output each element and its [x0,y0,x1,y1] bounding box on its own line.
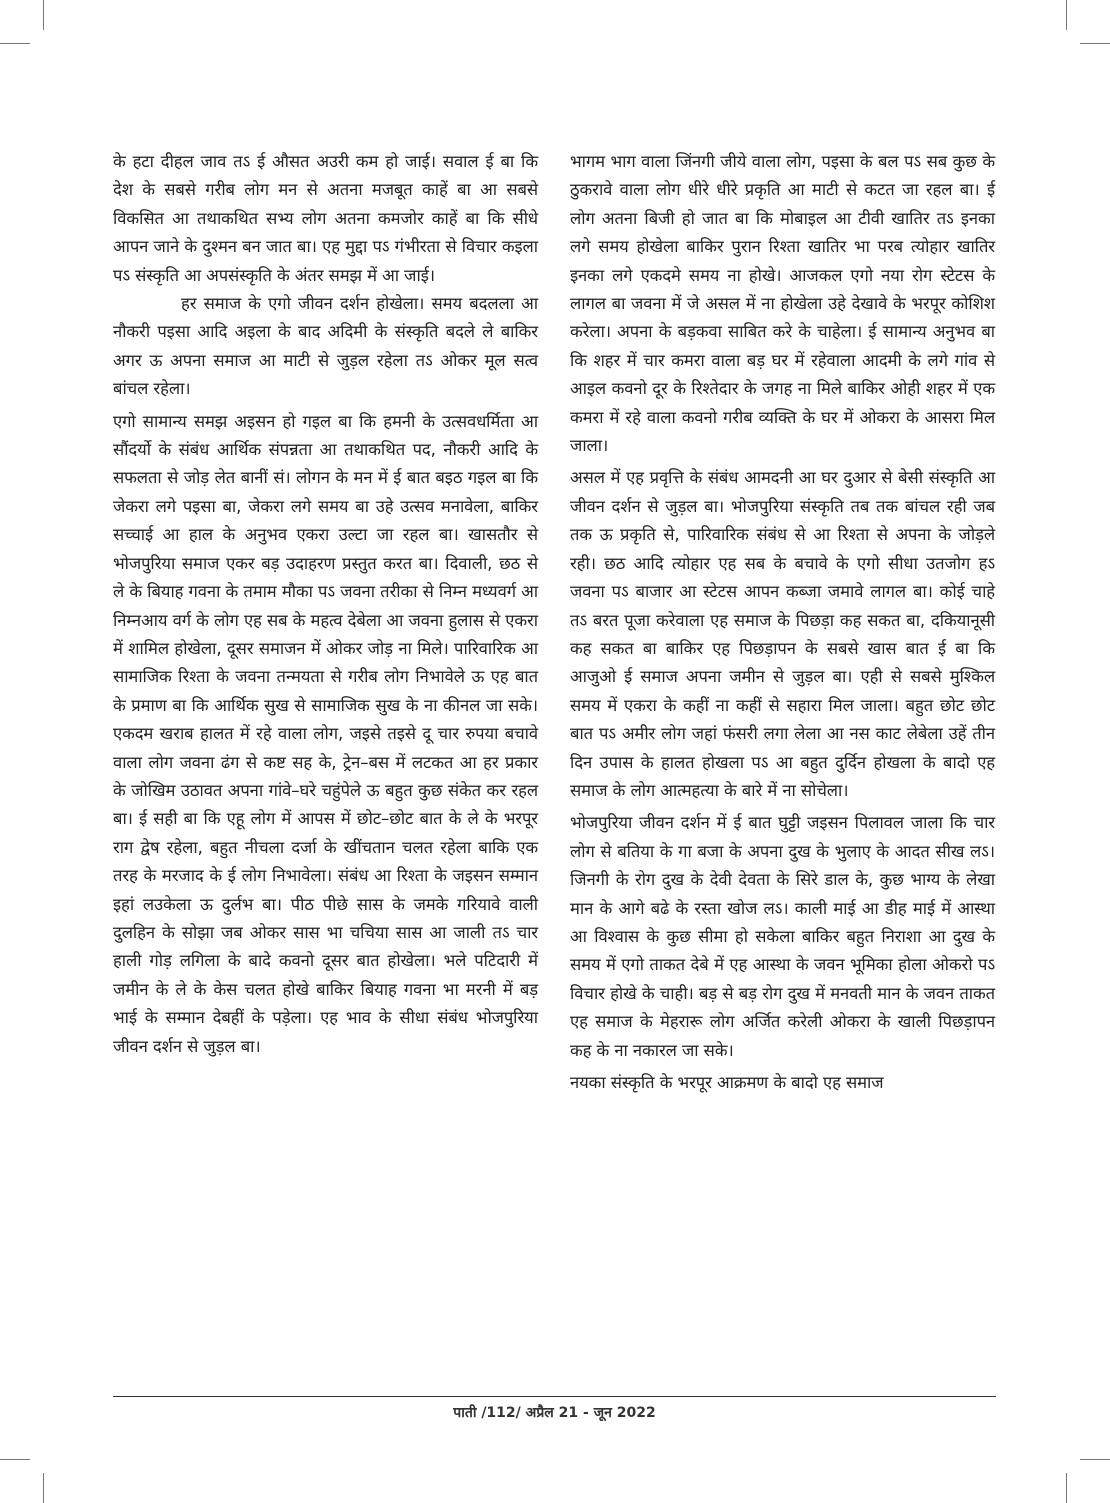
crop-mark-top-left-v [43,0,44,30]
crop-mark-bottom-left-v [43,1473,44,1503]
right-paragraph-1: भागम भाग वाला जिंनगी जीये वाला लोग, पइसा के बल पऽ सब कुछ के ठुकरावे वाला लोग धीरे धीरे प्रकृति आ माटी से कटत जा रहल बा। ई लोग अतना बिजी हो जात बा कि मोबाइल आ टीवी खातिर तऽ इनका लगे समय होखेला बाकिर पुरान रिश्ता खातिर भा परब त्योहार खातिर इनका लगे एकदमे समय ना होखे। आजकल एगो नया रोग स्टेटस के लागल बा जवना में जे असल में ना होखेला उहे देखावे के भरपूर कोशिश करेला। अपना के बड़कवा साबित करे के चाहेला। ई सामान्य अनुभव बा कि शहर में चार कमरा वाला बड़ घर में रहेवाला आदमी के लगे गांव से आइल कवनो दूर के रिश्तेदार के जगह ना मिले बाकिर ओही शहर में एक कमरा में रहे वाला कवनो गरीब व्यक्ति के घर में ओकरा के आसरा मिल जाला। [570,152,995,456]
right-paragraph-2: असल में एह प्रवृत्ति के संबंध आमदनी आ घर दुआर से बेसी संस्कृति आ जीवन दर्शन से जुड़ल बा। भोजपुरिया संस्कृति तब तक बांचल रही जब तक ऊ प्रकृति से, पारिवारिक संबंध से आ रिश्ता से अपना के जोड़ले रही। छठ आदि त्योहार एह सब के बचावे के एगो सीधा उतजोग हऽ जवना पऽ बाजार आ स्टेटस आपन कब्जा जमावे लागल बा। कोई चाहे तऽ बरत पूजा करेवाला एह समाज के पिछड़ा कह सकत बा, दकियानूसी कह सकत बा बाकिर एह पिछड़ापन के सबसे खास बात ई बा कि आजुओ ई समाज अपना जमीन से जुड़ल बा। एही से सबसे मुश्किल समय में एकरा के कहीं ना कहीं से सहारा मिल जाला। बहुत छोट छोट बात पऽ अमीर लोग जहां फंसरी लगा लेला आ नस काट लेबेला उहें तीन दिन उपास के हालत होखला पऽ आ बहुत दुर्दिन होखला के बादो एह समाज के लोग आत्महत्या के बारे में ना सोचेला। [570,468,995,800]
page-footer: पाती /112/ अप्रैल 21 - जून 2022 [453,1405,656,1421]
footer-divider [113,1396,996,1397]
crop-mark-top-right-v [1066,0,1067,30]
left-paragraph-2: हर समाज के एगो जीवन दर्शन होखेला। समय बदलला आ नौकरी पइसा आदि अइला के बाद अदिमी के संस्कृति बदले ले बाकिर अगर ऊ अपना समाज आ माटी से जुड़ल रहेला तऽ ओकर मूल सत्व बांचल रहेला। [113,294,538,399]
crop-mark-top-right-h [1080,43,1110,44]
left-paragraph-1: के हटा दीहल जाव तऽ ई औसत अउरी कम हो जाई। सवाल ई बा कि देश के सबसे गरीब लोग मन से अतना मजबूत काहें बा आ सबसे विकसित आ तथाकथित सभ्य लोग अतना कमजोर काहें बा कि सीधे आपन जाने के दुश्मन बन जात बा। एह मुद्दा पऽ गंभीरता से विचार कइला पऽ संस्कृति आ अपसंस्कृति के अंतर समझ में आ जाई। [113,152,538,285]
crop-mark-bottom-right-h [1080,1459,1110,1460]
left-text-column [113,148,538,1061]
crop-mark-bottom-right-v [1066,1473,1067,1503]
left-paragraph-3: एगो सामान्य समझ अइसन हो गइल बा कि हमनी के उत्सवधर्मिता आ सौंदर्यो के संबंध आर्थिक संपन्नता आ तथाकथित पद, नौकरी आदि के सफलता से जोड़ लेत बानीं सं। लोगन के मन में ई बात बइठ गइल बा कि जेकरा लगे पइसा बा, जेकरा लगे समय बा उहे उत्सव मनावेला, बाकिर सच्चाई आ हाल के अनुभव एकरा उल्टा जा रहल बा। खासतौर से भोजपुरिया समाज एकर बड़ उदाहरण प्रस्तुत करत बा। दिवाली, छठ से ले के बियाह गवना के तमाम मौका पऽ जवना तरीका से निम्न मध्यवर्ग आ निम्नआय वर्ग के लोग एह सब के महत्व देबेला आ जवना हुलास से एकरा में शामिल होखेला, दूसर समाजन में ओकर जोड़ ना मिले। पारिवारिक आ सामाजिक रिश्ता के जवना तन्मयता से गरीब लोग निभावेले ऊ एह बात के प्रमाण बा कि आर्थिक सुख से सामाजिक सुख के ना कीनल जा सके। एकदम खराब हालत में रहे वाला लोग, जइसे तइसे दू चार रुपया बचावे वाला लोग जवना ढंग से कष्ट सह के, ट्रेन–बस में लटकत आ हर प्रकार के जोखिम उठावत अपना गांवे–घरे चहुंपेले ऊ बहुत कुछ संकेत कर रहल बा। ई सही बा कि एहू लोग में आपस में छोट–छोट बात के ले के भरपूर राग द्वेष रहेला, बहुत नीचला दर्जा के खींचतान चलत रहेला बाकि एक तरह के मरजाद के ई लोग निभावेला। संबंध आ रिश्ता के जइसन सम्मान इहां लउकेला ऊ दुर्लभ बा। पीठ पीछे सास के जमके गरियावे वाली दुलहिन के सोझा जब ओकर सास भा चचिया सास आ जाली तऽ चार हाली गोड़ लगिला के बादे कवनो दूसर बात होखेला। भले पटिदारी में जमीन के ले के केस चलत होखे बाकिर बियाह गवना भा मरनी में बड़ भाई के सम्मान देबहीं के पड़ेला। एह भाव के सीधा संबंध भोजपुरिया जीवन दर्शन से जुड़ल बा। [113,411,538,1056]
right-text-column [570,148,995,1097]
right-paragraph-4: नयका संस्कृति के भरपूर आक्रमण के बादो एह समाज [570,1073,884,1092]
right-paragraph-3: भोजपुरिया जीवन दर्शन में ई बात घुट्टी जइसन पिलावल जाला कि चार लोग से बतिया के गा बजा के अपना दुख के भुलाए के आदत सीख लऽ। जिनगी के रोग दुख के देवी देवता के सिरे डाल के, कुछ भाग्य के लेखा मान के आगे बढे के रस्ता खोज लऽ। काली माई आ डीह माई में आस्था आ विश्वास के कुछ सीमा हो सकेला बाकिर बहुत निराशा आ दुख के समय में एगो ताकत देबे में एह आस्था के जवन भूमिका होला ओकरो पऽ विचार होखे के चाही। बड़ से बड़ रोग दुख में मनवती मान के जवन ताकत एह समाज के मेहरारू लोग अर्जित करेली ओकरा के खाली पिछड़ापन कह के ना नकारल जा सके। [570,813,995,1060]
crop-mark-bottom-left-h [0,1459,30,1460]
crop-mark-top-left-h [0,43,30,44]
